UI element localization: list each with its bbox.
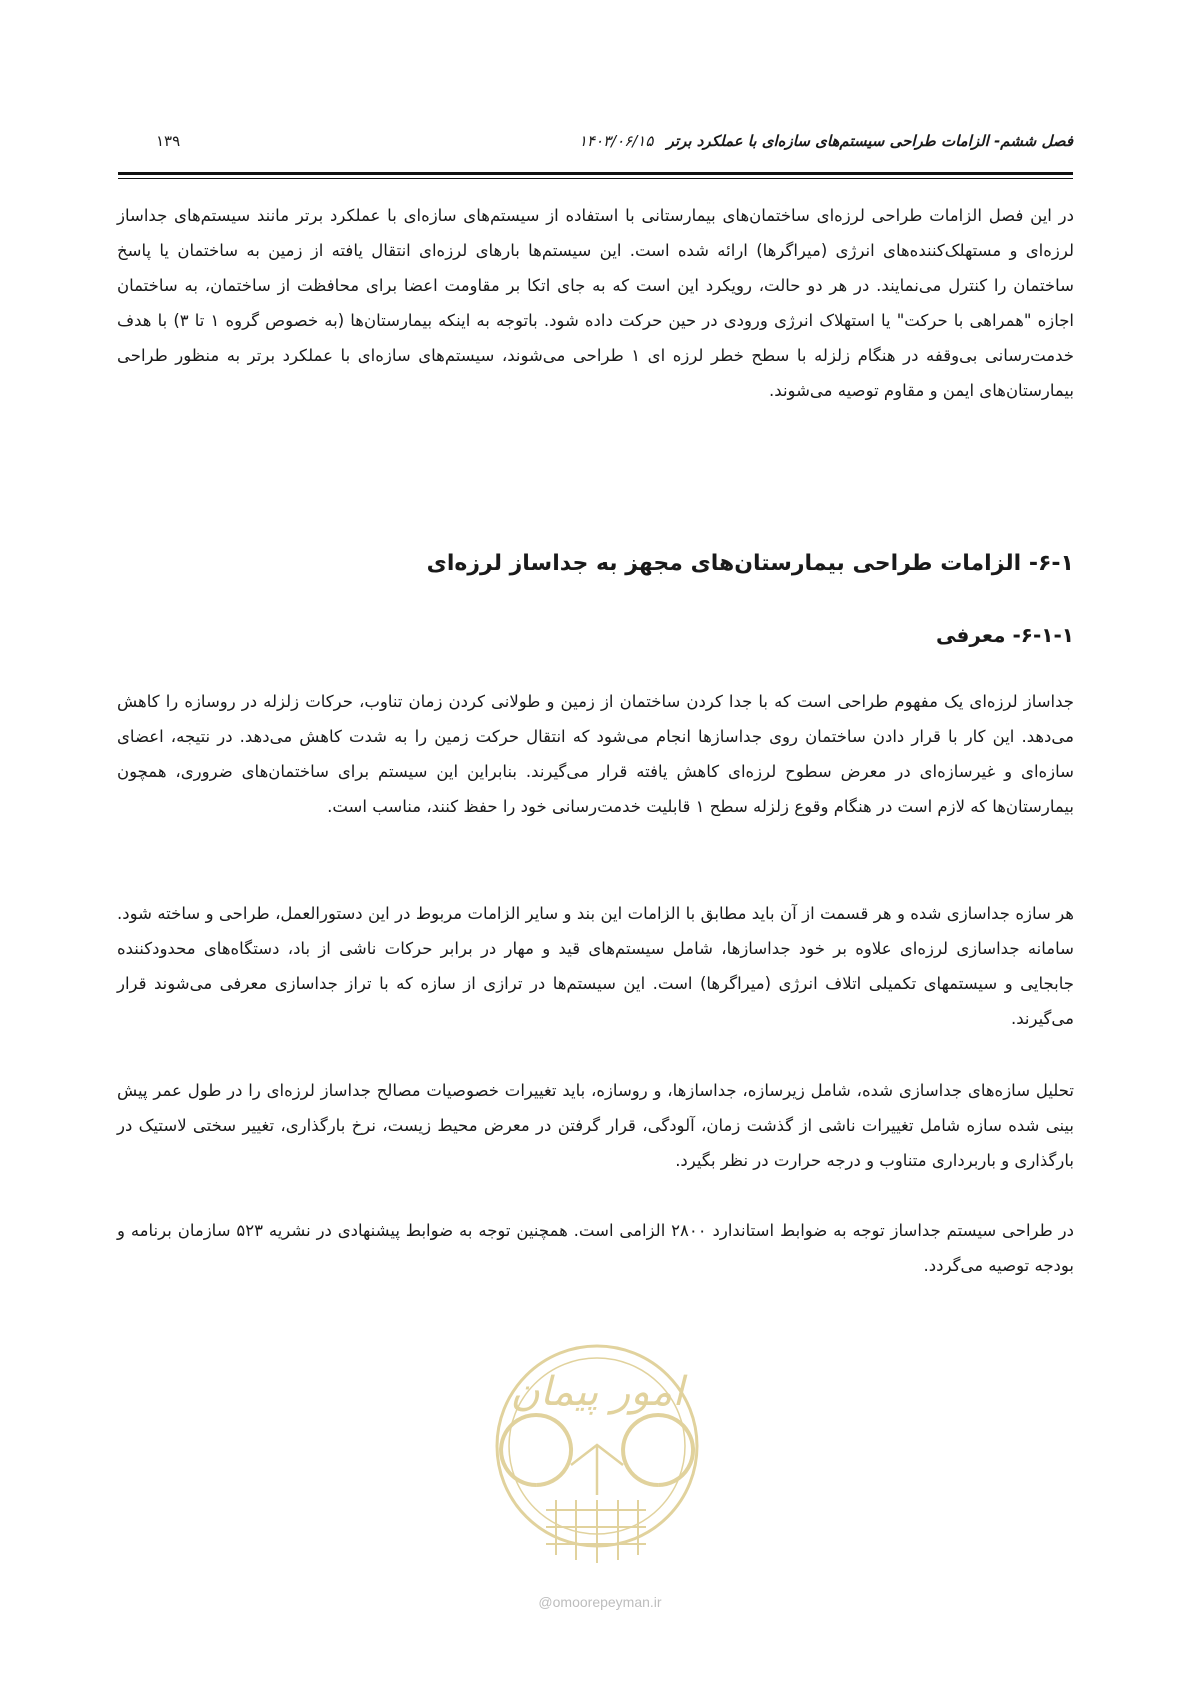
watermark-logo <box>486 1335 708 1579</box>
watermark-url: @omoorepeyman.ir <box>538 1594 662 1610</box>
intro-block <box>117 198 1074 408</box>
body-paragraph: در طراحی سیستم جداساز توجه به ضوابط استاندارد ۲۸۰۰ الزامی است. همچنین توجه به ضوابط پیشنهادی در نشریه ۵۲۳ سازمان برنامه و بودجه توصیه می‌گردد. <box>117 1221 1074 1275</box>
chapter-title: فصل ششم- الزامات طراحی سیستم‌های سازه‌ای با عملکرد برتر <box>666 132 1073 150</box>
body-paragraph: تحلیل سازه‌های جداسازی شده، شامل زیرسازه، جداسازها، و روسازه، باید تغییرات خصوصیات مصالح جداساز لرزه‌ای را در طول عمر پیش بینی شده سازه شامل تغییرات ناشی از گذشت زمان، آلودگی، قرار گرفتن در معرض محیط زیست، نرخ بارگذاری، تغییر سختی لاستیک در بارگذاری و باربرداری متناوب و درجه حرارت در نظر بگیرد. <box>117 1081 1074 1170</box>
body-paragraph-1-block <box>117 684 1074 824</box>
section-heading: ۶-۱- الزامات طراحی بیمارستان‌های مجهز به جداساز لرزه‌ای <box>426 551 1074 576</box>
body-paragraph-3-block <box>117 1073 1074 1178</box>
running-title <box>579 132 1073 150</box>
subsection-heading: ۶-۱-۱- معرفی <box>936 623 1074 647</box>
header-rule-thick <box>118 172 1073 175</box>
page-header <box>118 128 1073 160</box>
body-paragraph-2-block <box>117 896 1074 1036</box>
header-date: ۱۴۰۳/۰۶/۱۵ <box>578 132 654 150</box>
header-rule-thin <box>118 178 1073 179</box>
intro-paragraph: در این فصل الزامات طراحی لرزه‌ای ساختمان‌های بیمارستانی با استفاده از سیستم‌های سازه‌ای با عملکرد برتر مانند سیستم‌های جداساز لرزه‌ای و مستهلک‌کننده‌های انرژی (میراگرها) ارائه شده است. این سیستم‌ها بارهای لرزه‌ای انتقال یافته از زمین به ساختمان یا پاسخ ساختمان را کنترل می‌نمایند. در هر دو حالت، رویکرد این است که به جای اتکا بر مقاومت اعضا برای محافظت از ساختمان، به ساختمان اجازه "همراهی با حرکت" یا استهلاک انرژی ورودی در حین حرکت داده شود. باتوجه به اینکه بیمارستان‌ها (به خصوص گروه ۱ تا ۳) با هدف خدمت‌رسانی بی‌وقفه در هنگام زلزله با سطح خطر لرزه ای ۱ طراحی می‌شوند، سیستم‌های سازه‌ای با عملکرد برتر به منظور طراحی بیمارستان‌های ایمن و مقاوم توصیه می‌شوند. <box>117 206 1075 400</box>
page-number: ۱۳۹ <box>156 132 181 150</box>
body-paragraph: جداساز لرزه‌ای یک مفهوم طراحی است که با جدا کردن ساختمان از زمین و طولانی کردن زمان تناوب، حرکات زلزله در روسازه را کاهش می‌دهد. این کار با قرار دادن ساختمان روی جداسازها انجام می‌شود که انتقال حرکت زمین را به شدت کاهش می‌دهد. در نتیجه، اعضای سازه‌ای و غیرسازه‌ای در معرض سطوح لرزه‌ای کاهش یافته قرار می‌گیرند. بنابراین این سیستم برای ساختمان‌های ضروری، همچون بیمارستان‌ها که لازم است در هنگام وقوع زلزله سطح ۱ قابلیت خدمت‌رسانی خود را حفظ کنند، مناسب است. <box>117 692 1074 816</box>
body-paragraph-4-block <box>117 1213 1074 1283</box>
body-paragraph: هر سازه جداسازی شده و هر قسمت از آن باید مطابق با الزامات این بند و سایر الزامات مربوط در این دستورالعمل، طراحی و ساخته شود. سامانه جداسازی لرزه‌ای علاوه بر خود جداسازها، شامل سیستم‌های قید و مهار در برابر حرکات ناشی از باد، دستگاه‌های محدودکننده جابجایی و سیستمهای تکمیلی اتلاف انرژی (میراگرها) است. این سیستم‌ها در ترازی از سازه که با تراز جداسازی معرفی می‌شوند قرار می‌گیرند. <box>117 904 1074 1028</box>
svg-text:امور پیمان: امور پیمان <box>510 1369 684 1415</box>
